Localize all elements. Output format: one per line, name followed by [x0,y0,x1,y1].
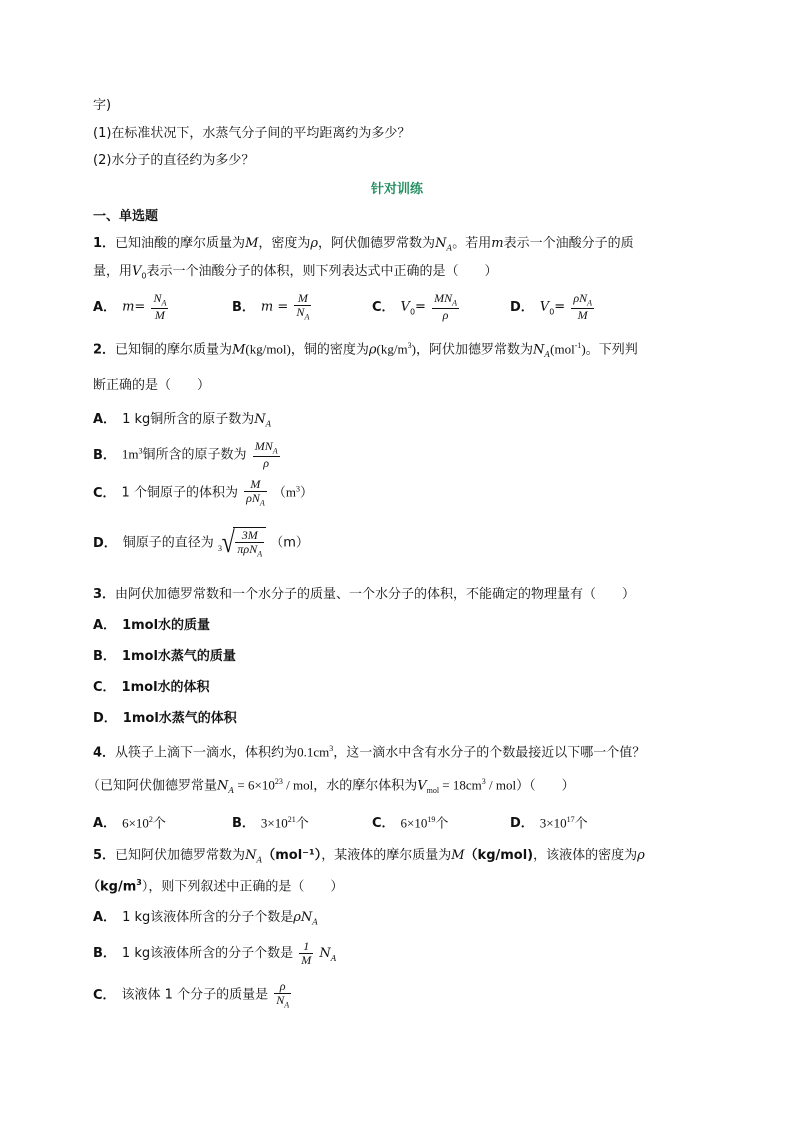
q3-text: 3．由阿伏加德罗常数和一个水分子的质量、一个水分子的体积，不能确定的物理量有（ ） [93,587,636,602]
subquestion-2: (2)水分子的直径约为多少？ [93,153,255,168]
q4-option-a[interactable]: A． $6\times 10^2$个 [93,815,166,832]
subquestion-1: (1)在标准状况下，水蒸气分子间的平均距离约为多少？ [93,126,411,141]
q4-option-b[interactable]: B． $3\times 10^{21}$个 [232,815,309,832]
section-heading: 一、单选题 [93,209,159,224]
q3-option-d[interactable]: D． 1mol水蒸气的体积 [93,711,237,726]
q5-option-b[interactable]: B． 1 kg该液体所含的分子个数是 $\frac{1}{M}$ $N_A$ [93,939,337,968]
q5-line1: 5．已知阿伏加德罗常数为$N_A(mol^{-1})$，某液体的摩尔质量为M（kg/mol)，该液体的密度为ρ [93,848,645,865]
q4-line2: （已知阿伏伽德罗常量$N_A = 6\times 10^{23}$ / mol，水的摩尔体积为$V_{mol} = 18cm^3 / mol$）（ ） [87,777,575,795]
section-title: 针对训练 [370,182,423,197]
q2-line2: 断正确的是（ ） [93,378,211,393]
q4-option-d[interactable]: D． $3\times 10^{17}$个 [510,815,588,832]
q1-option-a[interactable]: A． m= $\frac{N_A}{M}$ [93,291,167,323]
cube-root: 3 √ $\frac{3M}{\pi\rho N_A}$ [218,527,266,559]
q3-option-b[interactable]: B． 1mol水蒸气的质量 [93,649,236,664]
q5-option-a[interactable]: A． 1 kg该液体所含的分子个数是$\rho N_A$ [93,910,319,927]
q1-option-b[interactable]: B． m = $\frac{M}{N_A}$ [232,291,310,322]
q1-line2: 量，用$V_0$表示一个油酸分子的体积，则下列表达式中正确的是（ ） [93,264,498,281]
q2-line1: 2．已知铜的摩尔质量为M(kg/mol)，铜的密度为$\rho(kg/m^3)$，阿伏加德罗常数为$N_A(mol^{-1})$。下列判 [93,341,638,359]
text-continuation: 字) [93,98,112,113]
q2-option-b[interactable]: B． $1m^3$铜所含的原子数为 $\frac{MN_A}{\rho}$ [93,439,278,471]
q2-option-c[interactable]: C． 1 个铜原子的体积为 $\frac{M}{\rho N_A}$ $(m^3)$ [93,477,314,508]
q3-option-c[interactable]: C． 1mol水的体积 [93,680,210,695]
q1-option-d[interactable]: D． $V_0=$ $\frac{\rho N_A}{M}$ [510,291,592,323]
q4-line1: 4．从筷子上滴下一滴水，体积约为$0.1cm^3$，这一滴水中含有水分子的个数最接近以下哪一个值？ [93,744,646,761]
q2-option-a[interactable]: A． 1 kg铜所含的原子数为$N_A$ [93,412,272,429]
q5-option-c[interactable]: C． 该液体 1 个分子的质量是 $\frac{\rho}{N_A}$ [93,979,290,1010]
q3-option-a[interactable]: A． 1mol水的质量 [93,618,211,633]
q4-option-c[interactable]: C． $6\times 10^{19}$个 [372,815,449,832]
q2-option-d[interactable]: D． 铜原子的直径为 3 √ $\frac{3M}{\pi\rho N_A}$ （m） [93,526,309,560]
q5-line2: $(kg/m^3)$，则下列叙述中正确的是（ ） [87,878,344,895]
q1-line1: 1．已知油酸的摩尔质量为M，密度为ρ，阿伏伽德罗常数为$N_A$。若用m表示一个油酸分子的质 [93,236,634,253]
q1-option-c[interactable]: C． $V_0=$ $\frac{MN_A}{\rho}$ [372,291,457,323]
